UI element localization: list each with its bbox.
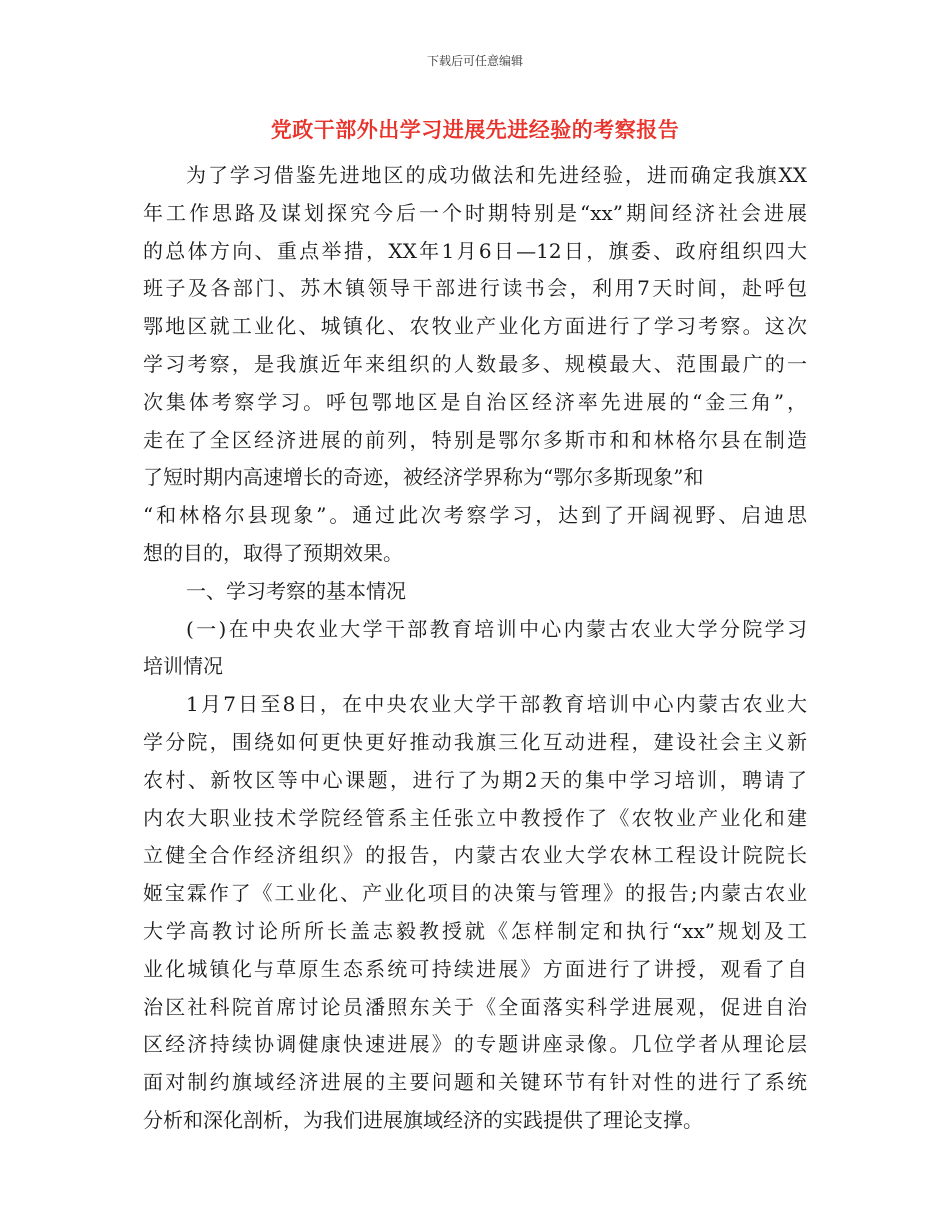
text-line: 大学高教讨论所所长盖志毅教授就《怎样制定和执行“xx”规划及工: [143, 918, 807, 943]
text-line: 业化城镇化与草原生态系统可持续进展》方面进行了讲授，观看了自: [143, 956, 807, 981]
text-line: 想的目的，取得了预期效果。: [143, 540, 403, 565]
text-line: 面对制约旗域经济进展的主要问题和关键环节有针对性的进行了系统: [143, 1070, 807, 1095]
text-line: 学分院，围绕如何更快更好推动我旗三化互动进程，建设社会主义新: [143, 729, 807, 754]
text-line: 分析和深化剖析，为我们进展旗域经济的实践提供了理论支撑。: [143, 1107, 703, 1132]
text-line: 次集体考察学习。呼包鄂地区是自治区经济率先进展的“金三角”，: [143, 389, 807, 414]
text-line: 农村、新牧区等中心课题，进行了为期2天的集中学习培训，聘请了: [143, 767, 807, 792]
text-line: 培训情况: [143, 654, 223, 679]
text-line: 治区社科院首席讨论员潘照东关于《全面落实科学进展观，促进自治: [143, 994, 807, 1019]
text-line: 姬宝霖作了《工业化、产业化项目的决策与管理》的报告;内蒙古农业: [143, 881, 807, 906]
text-line: 区经济持续协调健康快速进展》的专题讲座录像。几位学者从理论层: [143, 1032, 807, 1057]
text-line: 了短时期内高速增长的奇迹，被经济学界称为“鄂尔多斯现象”和: [143, 465, 704, 490]
text-line: 为了学习借鉴先进地区的成功做法和先进经验，进而确定我旗XX: [186, 163, 807, 187]
text-line: “和林格尔县现象”。通过此次考察学习，达到了开阔视野、启迪思: [143, 503, 807, 528]
text-line: 学习考察，是我旗近年来组织的人数最多、规模最大、范围最广的一: [143, 351, 807, 376]
document-body: [143, 157, 807, 1140]
text-line: 立健全合作经济组织》的报告，内蒙古农业大学农林工程设计院院长: [143, 843, 807, 868]
page-header: 下载后可任意编辑: [426, 54, 523, 68]
text-line: 鄂地区就工业化、城镇化、农牧业产业化方面进行了学习考察。这次: [143, 314, 807, 339]
text-line: 年工作思路及谋划探究今后一个时期特别是“xx”期间经济社会进展: [143, 200, 807, 225]
text-line: 的总体方向、重点举措，XX年1月6日—12日，旗委、政府组织四大: [143, 238, 807, 263]
text-line: 走在了全区经济进展的前列，特别是鄂尔多斯市和和林格尔县在制造: [143, 427, 807, 452]
text-line: 一、学习考察的基本情况: [186, 578, 406, 603]
text-line: (一)在中央农业大学干部教育培训中心内蒙古农业大学分院学习: [186, 616, 807, 641]
text-line: 内农大职业技术学院经管系主任张立中教授作了《农牧业产业化和建: [143, 805, 807, 830]
text-line: 1月7日至8日，在中央农业大学干部教育培训中心内蒙古农业大: [186, 692, 807, 717]
text-line: 班子及各部门、苏木镇领导干部进行读书会，利用7天时间，赴呼包: [143, 276, 807, 301]
document-title: 党政干部外出学习进展先进经验的考察报告: [270, 117, 680, 142]
